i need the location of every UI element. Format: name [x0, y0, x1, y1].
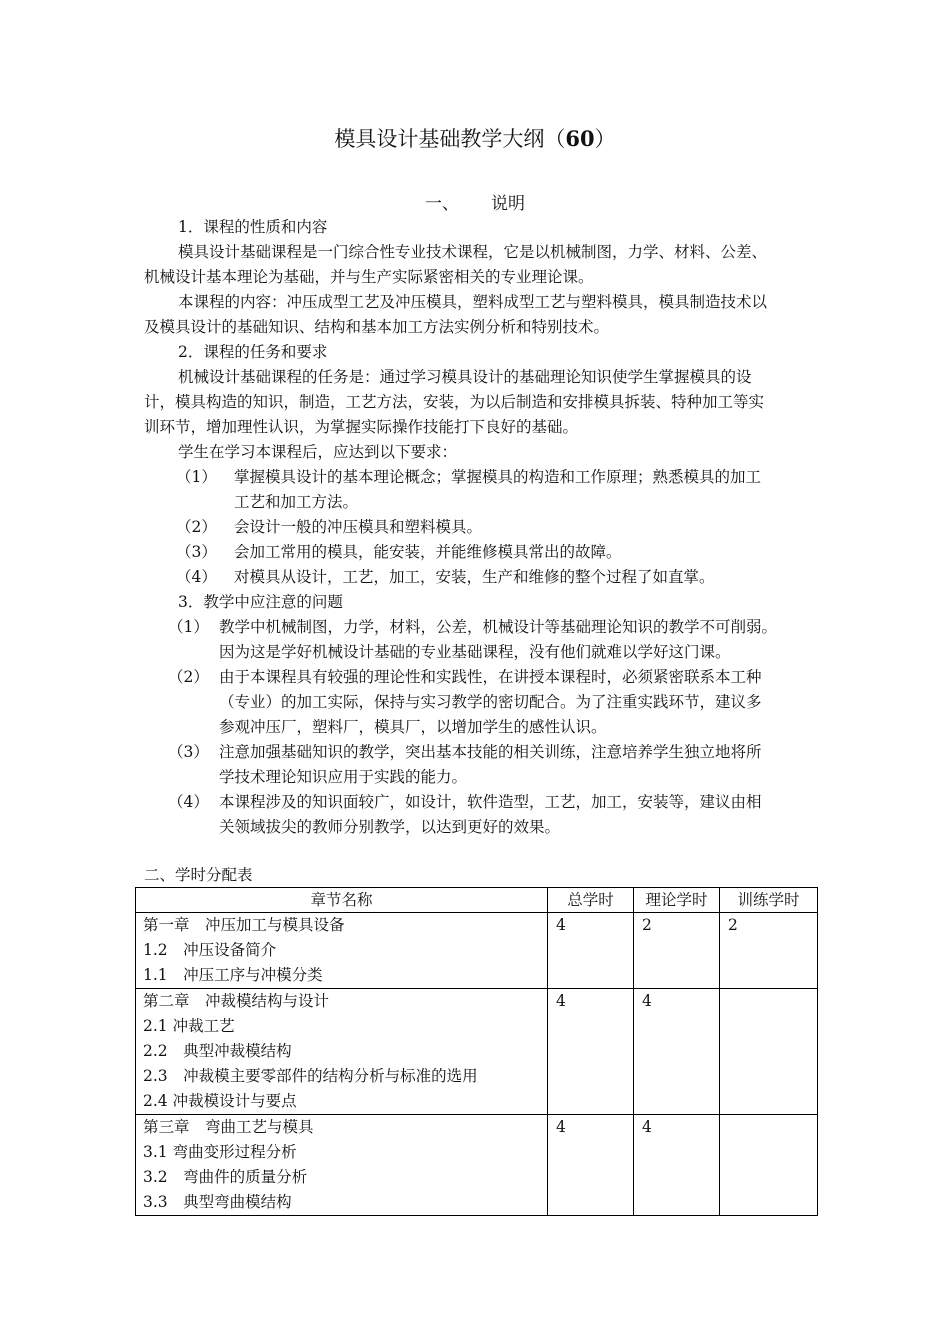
document-page: 模具设计基础教学大纲（60） 一、 说明 1．课程的性质和内容 模具设计基础课程是一门综合性专业技术课程，它是以机械制图，力学、材料、公差、 机械设计基本理论为基础，并与生产实际紧密相关的专业理论课。 本课程的内容：冲压成型工艺及冲压模具，塑料成型工艺与塑料模具，模具制造技术以 及模具设计的基础知识、结构和基本加工方法实例分析和特别技术。 2．课程的任务和要求 机械设计基础课程的任务是：通过学习模具设计的基础理论知识使学生掌握模具的设 计，模具构造的知识，制造，工艺方法，安装，为以后制造和安排模具拆装、特种加工等实 训环节，增加理性认识，为掌握实际操作技能打下良好的基础。 学生在学习本课程后，应达到以下要求： （1） 掌握模具设计的基本理论概念；掌握模具的构造和工作原理；熟悉模具的加工 工艺和加工方法。 （2） 会设计一般的冲压模具和塑料模具。 （3） 会加工常用的模具，能安装，并能维修模具常出的故障。 （4） 对模具从设计，工艺，加工，安装，生产和维修的整个过程了如直掌。 3．教学中应注意的问题 （1） 教学中机械制图，力学，材料，公差，机械设计等基础理论知识的教学不可削弱。 因为这是学好机械设计基础的专业基础课程，没有他们就难以学好这门课。 （2） 由于本课程具有较强的理论性和实践性，在讲授本课程时，必须紧密联系本工种 （专业）的加工实际，保持与实习教学的密切配合。为了注重实践环节，建议多 参观冲压厂，塑料厂，模具厂，以增加学生的感性认识。 （3） 注意加强基础知识的教学，突出基本技能的相关训练，注意培养学生独立地将所 学技术理论知识应用于实践的能力。 （4） 本课程涉及的知识面较广，如设计，软件造型，工艺，加工，安装等，建议由相 关领域拔尖的教师分别教学，以达到更好的效果。 二、学时分配表 章节名称 总学时 理论学时 训练学时 第一章 冲压加工与模具设备 1.2 冲压设备简介 1.1 冲压工序与冲模分类 4 2 2 第二章 冲裁模结构与设计 2.1 冲裁工艺 2.2 典型冲裁模结构 2.3 冲裁模主要零部件的结构分析与标准的选用 2.4 冲裁模设计与要点 4 4 第三章 弯曲工艺与模具 3.1 弯曲变形过程分析 3.2 弯曲件的质量分析 3.3 典型弯曲模结构 4 4 — [0, 0, 950, 1344]
list-item-continuation: 参观冲压厂，塑料厂，模具厂，以增加学生的感性认识。 — [219, 718, 607, 736]
table-row — [136, 989, 818, 1115]
theory-hours-cell: 4 — [634, 989, 720, 1115]
paragraph-line: 计，模具构造的知识，制造，工艺方法，安装，为以后制造和安排模具拆装、特种加工等实 — [144, 393, 765, 411]
list-item-continuation: （专业）的加工实际，保持与实习教学的密切配合。为了注重实践环节，建议多 — [219, 693, 762, 711]
total-hours-cell: 4 — [548, 1115, 634, 1216]
chapter-subsection: 2.3 冲裁模主要零部件的结构分析与标准的选用 — [143, 1067, 478, 1085]
theory-hours-cell: 2 — [634, 913, 720, 989]
chapter-subsection: 2.1 冲裁工艺 — [143, 1017, 235, 1035]
column-header-theory-hours: 理论学时 — [634, 888, 720, 913]
chapter-subsection: 1.2 冲压设备简介 — [143, 941, 277, 959]
chapter-subsection: 3.1 弯曲变形过程分析 — [143, 1143, 297, 1161]
chapter-subsection: 1.1 冲压工序与冲模分类 — [143, 966, 323, 984]
chapter-title: 第一章 冲压加工与模具设备 — [143, 916, 345, 934]
paragraph-line: 模具设计基础课程是一门综合性专业技术课程，它是以机械制图，力学、材料、公差、 — [178, 243, 768, 261]
paragraph-line: 机械设计基础课程的任务是：通过学习模具设计的基础理论知识使学生掌握模具的设 — [178, 368, 752, 386]
chapter-subsection: 3.2 弯曲件的质量分析 — [143, 1168, 308, 1186]
paragraph-line: 学生在学习本课程后，应达到以下要求： — [178, 443, 458, 461]
total-hours-cell: 4 — [548, 989, 634, 1115]
chapter-cell — [136, 989, 548, 1115]
training-hours-cell — [720, 1115, 818, 1216]
column-header-chapter: 章节名称 — [136, 888, 548, 913]
table-header-row — [136, 888, 818, 913]
section-heading-explanation: 一、 说明 — [425, 194, 525, 214]
theory-hours-cell: 4 — [634, 1115, 720, 1216]
hours-allocation-table — [135, 887, 818, 1216]
list-item-continuation: 工艺和加工方法。 — [234, 493, 359, 511]
subheading-tasks-requirements: 2．课程的任务和要求 — [178, 343, 328, 361]
paragraph-line: 本课程的内容：冲压成型工艺及冲压模具，塑料成型工艺与塑料模具，模具制造技术以 — [178, 293, 768, 311]
chapter-subsection: 3.3 典型弯曲模结构 — [143, 1193, 292, 1211]
training-hours-cell: 2 — [720, 913, 818, 989]
chapter-title: 第二章 冲裁模结构与设计 — [143, 992, 330, 1010]
subheading-teaching-notes: 3．教学中应注意的问题 — [178, 593, 343, 611]
chapter-subsection: 2.2 典型冲裁模结构 — [143, 1042, 292, 1060]
document-title: 模具设计基础教学大纲（60） — [334, 126, 616, 151]
list-item-continuation: 关领域拔尖的教师分别教学，以达到更好的效果。 — [219, 818, 561, 836]
section-heading-hours-table: 二、学时分配表 — [144, 866, 253, 884]
chapter-cell — [136, 1115, 548, 1216]
total-hours-cell: 4 — [548, 913, 634, 989]
training-hours-cell — [720, 989, 818, 1115]
subheading-nature-content: 1．课程的性质和内容 — [178, 218, 328, 236]
column-header-total-hours: 总学时 — [548, 888, 634, 913]
chapter-title: 第三章 弯曲工艺与模具 — [143, 1118, 314, 1136]
list-item-continuation: 因为这是学好机械设计基础的专业基础课程，没有他们就难以学好这门课。 — [219, 643, 731, 661]
chapter-cell — [136, 913, 548, 989]
table-row — [136, 1115, 818, 1216]
column-header-training-hours: 训练学时 — [720, 888, 818, 913]
paragraph-line: 机械设计基本理论为基础，并与生产实际紧密相关的专业理论课。 — [144, 268, 594, 286]
table-row — [136, 913, 818, 989]
list-item-continuation: 学技术理论知识应用于实践的能力。 — [219, 768, 468, 786]
paragraph-line: 及模具设计的基础知识、结构和基本加工方法实例分析和特别技术。 — [144, 318, 610, 336]
paragraph-line: 训环节，增加理性认识，为掌握实际操作技能打下良好的基础。 — [144, 418, 579, 436]
chapter-subsection: 2.4 冲裁模设计与要点 — [143, 1092, 297, 1110]
